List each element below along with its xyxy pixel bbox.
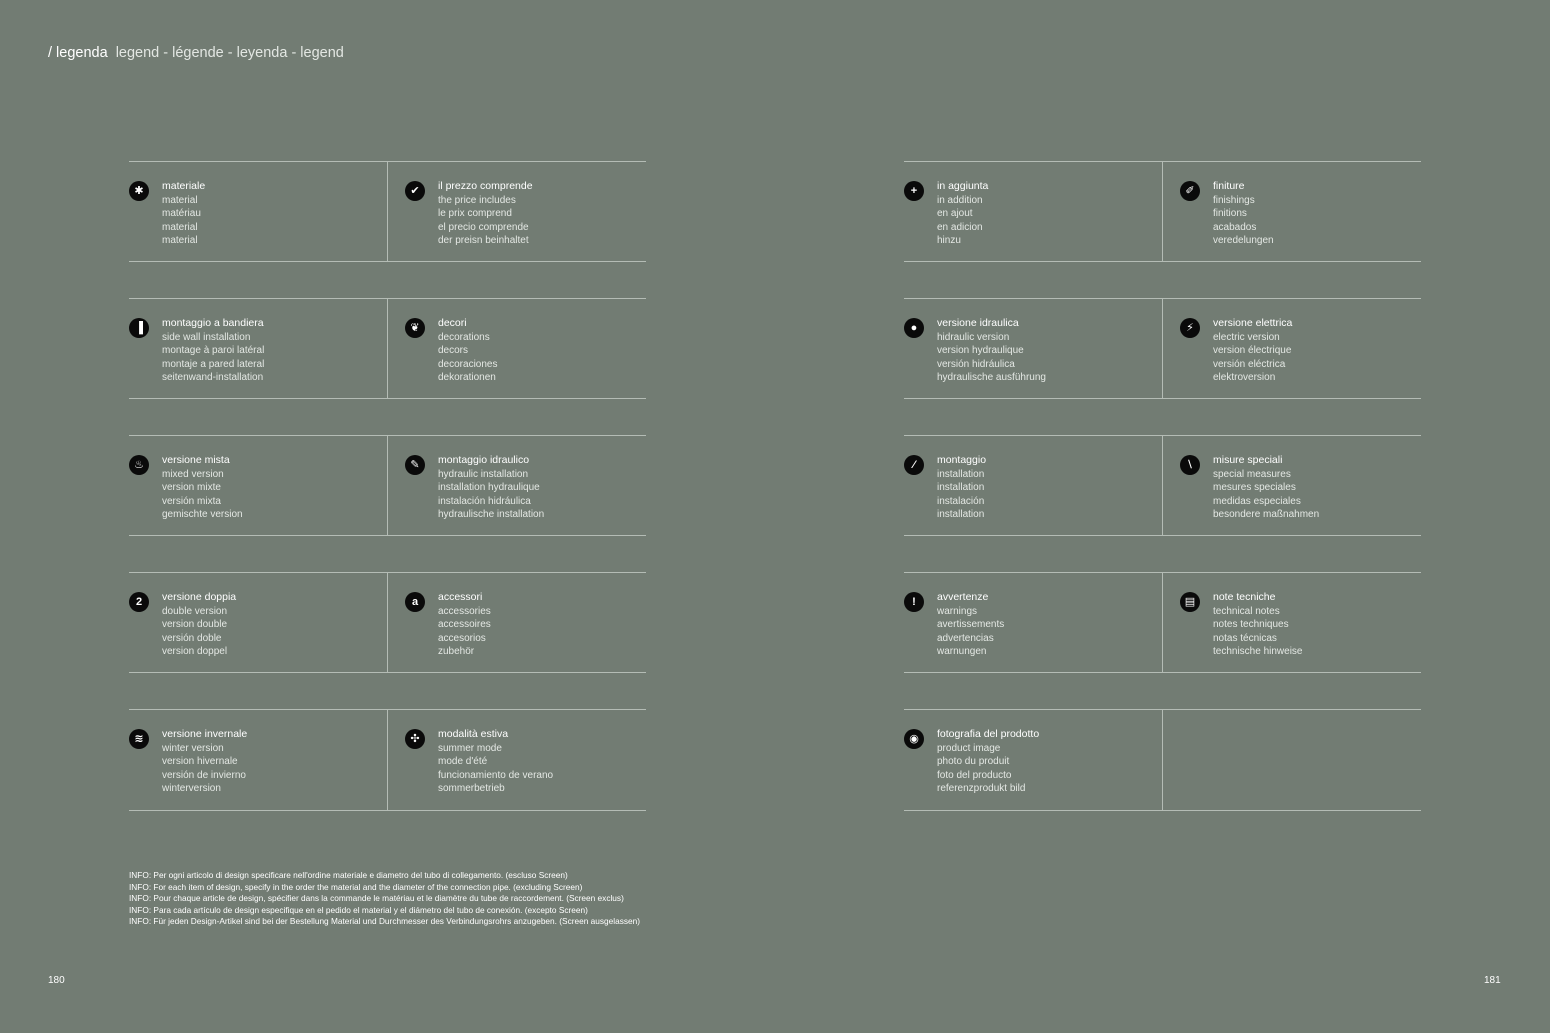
legend-translation: installation (937, 482, 985, 494)
legend-translation: versión hidráulica (937, 358, 1015, 370)
legend-translation: zubehör (438, 646, 475, 658)
legend-row (129, 161, 646, 262)
legend-text (438, 454, 544, 522)
legend-translation: winter version (162, 742, 224, 754)
double-icon: 2 (129, 592, 149, 612)
info-notes (129, 870, 640, 928)
legend-text (162, 454, 243, 522)
legend-translation: installation (937, 509, 985, 521)
info-line: INFO: Pour chaque article de design, spécifier dans la commande le matériau et le diamètre du tube de raccordement. (Screen exclus) (129, 893, 624, 903)
legend-translation: el precio comprende (438, 221, 529, 233)
legend-title: versione doppia (162, 591, 237, 603)
legend-text (438, 591, 491, 659)
legend-translation: finishings (1213, 194, 1255, 206)
legend-translation: the price includes (438, 194, 516, 206)
legend-title: decori (438, 317, 467, 329)
legend-translation: side wall installation (162, 331, 251, 343)
page-number-left: 180 (48, 975, 65, 986)
legend-row (904, 298, 1421, 399)
legend-translation: sommerbetrieb (438, 783, 505, 795)
legend-translation: elektroversion (1213, 372, 1276, 384)
legend-translation: photo du produit (937, 756, 1010, 768)
page-number-right: 181 (1484, 975, 1501, 986)
legend-translation: instalación (937, 495, 985, 507)
camera-icon: ◉ (904, 729, 924, 749)
legend-item (129, 299, 387, 398)
legend-translation: en adicion (937, 221, 983, 233)
legend-translation: funcionamiento de verano (438, 769, 554, 781)
legend-row (129, 709, 646, 811)
legend-title: versione elettrica (1213, 317, 1293, 329)
info-line: INFO: For each item of design, specify in the order the material and the diameter of the connection pipe. (excluding Screen) (129, 881, 583, 892)
legend-item (387, 162, 646, 261)
legend-translation: matériau (162, 208, 201, 220)
legend-translation: technical notes (1213, 605, 1280, 617)
legend-translation: version hydraulique (937, 345, 1024, 357)
decoration-icon: ❦ (405, 318, 425, 338)
legend-translation: warnungen (937, 646, 987, 658)
legend-text (162, 317, 264, 385)
legend-translation: hinzu (937, 235, 961, 247)
legend-text (438, 728, 553, 796)
legend-translation: notas técnicas (1213, 632, 1277, 644)
legend-title: versione idraulica (937, 317, 1019, 329)
legend-translation: electric version (1213, 331, 1280, 343)
legend-translation: installation (937, 468, 985, 480)
legend-title: fotografia del prodotto (937, 728, 1040, 740)
legend-title: modalità estiva (438, 728, 509, 740)
legend-translation: veredelungen (1213, 235, 1274, 247)
legend-translation: version mixte (162, 482, 221, 494)
legend-translation: version hivernale (162, 756, 238, 768)
legend-item (904, 710, 1162, 810)
legend-translation: instalación hidráulica (438, 495, 531, 507)
book-icon: ▤ (1180, 592, 1200, 612)
legend-translation: foto del producto (937, 769, 1012, 781)
legend-translation: versión eléctrica (1213, 358, 1286, 370)
legend-title: montaggio a bandiera (162, 317, 264, 329)
legend-panel-right (904, 161, 1421, 811)
legend-translation: winterversion (162, 783, 221, 795)
legend-translation: summer mode (438, 742, 502, 754)
legend-item (1162, 436, 1421, 535)
legend-translation: versión de invierno (162, 769, 246, 781)
legend-text (937, 591, 1004, 659)
legend-title: note tecniche (1213, 591, 1276, 603)
legend-text (1213, 591, 1303, 659)
legend-translation: seitenwand-installation (162, 372, 264, 384)
legend-item (387, 299, 646, 398)
legend-text (162, 728, 247, 796)
legend-text (438, 180, 533, 248)
legend-text (438, 317, 497, 385)
legend-translation: double version (162, 605, 228, 617)
legend-panel-left (129, 161, 646, 811)
legend-text (937, 317, 1046, 385)
legend-translation: montage à paroi latéral (162, 345, 265, 357)
legend-row (129, 435, 646, 536)
legend-translation: material (162, 235, 198, 247)
legend-translation: notes techniques (1213, 619, 1289, 631)
legend-translation: montaje a pared lateral (162, 358, 265, 370)
legend-translation: decoraciones (438, 358, 498, 370)
legend-translation: hidraulic version (937, 331, 1010, 343)
wall-mount-icon: ▐ (129, 318, 149, 338)
legend-translation: besondere maßnahmen (1213, 509, 1320, 521)
legend-row (904, 572, 1421, 673)
legend-text (1213, 180, 1274, 248)
legend-item (904, 573, 1162, 672)
legend-translation: warnings (937, 605, 978, 617)
legend-title: accessori (438, 591, 483, 603)
header-subtitle: legend - légende - leyenda - legend (115, 45, 344, 61)
plug-icon: ⚡ (1180, 318, 1200, 338)
legend-text (162, 591, 236, 659)
legend-translation: special measures (1213, 468, 1291, 480)
header-title: / legenda (48, 45, 108, 61)
legend-translation: hydraulische ausführung (937, 372, 1046, 384)
legend-translation: mesures speciales (1213, 482, 1296, 494)
legend-translation: decors (438, 345, 469, 357)
legend-item (387, 573, 646, 672)
winter-heat-icon: ≋ (129, 729, 149, 749)
legend-translation: decorations (438, 331, 490, 343)
legend-title: finiture (1213, 180, 1245, 192)
legend-translation: version double (162, 619, 228, 631)
legend-translation: hydraulische installation (438, 509, 545, 521)
legend-translation: advertencias (937, 632, 994, 644)
addition-icon: + (904, 181, 924, 201)
legend-translation: technische hinweise (1213, 646, 1303, 658)
legend-translation: mode d'été (438, 756, 488, 768)
legend-text (1213, 317, 1292, 385)
legend-translation: dekorationen (438, 372, 496, 384)
accessories-icon: a (405, 592, 425, 612)
brush-icon: ✐ (1180, 181, 1200, 201)
legend-translation: der preisn beinhaltet (438, 235, 529, 247)
legend-row (904, 161, 1421, 262)
legend-text (1213, 454, 1319, 522)
info-line: INFO: Para cada artículo de design especifique en el pedido el material y el diámetro del tubo de conexión. (excepto Screen) (129, 904, 588, 915)
legend-item (129, 436, 387, 535)
legend-translation: referenzprodukt bild (937, 783, 1026, 795)
legend-translation: hydraulic installation (438, 468, 529, 480)
legend-translation: product image (937, 742, 1001, 754)
legend-title: versione invernale (162, 728, 248, 740)
legend-translation: material (162, 194, 198, 206)
screwdriver-icon: ⁄ (904, 455, 924, 475)
legend-translation: avertissements (937, 619, 1005, 631)
legend-translation: accesorios (438, 632, 486, 644)
legend-translation: accessories (438, 605, 491, 617)
legend-item (129, 710, 387, 810)
legend-translation: acabados (1213, 221, 1257, 233)
legend-title: misure speciali (1213, 454, 1283, 466)
page-header (48, 45, 344, 61)
legend-translation: version doppel (162, 646, 228, 658)
legend-row (129, 298, 646, 399)
legend-translation: version électrique (1213, 345, 1292, 357)
legend-item (1162, 299, 1421, 398)
legend-title: in aggiunta (937, 180, 989, 192)
legend-title: versione mista (162, 454, 230, 466)
gear-icon: ✱ (129, 181, 149, 201)
legend-item (904, 436, 1162, 535)
legend-translation: in addition (937, 194, 983, 206)
legend-translation: gemischte version (162, 509, 243, 521)
fan-icon: ✣ (405, 729, 425, 749)
legend-translation: finitions (1213, 208, 1247, 220)
warning-icon: ! (904, 592, 924, 612)
legend-empty-cell (1162, 710, 1421, 810)
legend-translation: accessoires (438, 619, 491, 631)
legend-row (904, 709, 1421, 811)
legend-item (904, 162, 1162, 261)
legend-translation: le prix comprend (438, 208, 512, 220)
legend-title: avvertenze (937, 591, 989, 603)
legend-item (1162, 162, 1421, 261)
legend-row (129, 572, 646, 673)
legend-text (937, 180, 988, 248)
legend-translation: medidas especiales (1213, 495, 1301, 507)
legend-item (387, 436, 646, 535)
legend-translation: versión mixta (162, 495, 221, 507)
legend-text (937, 728, 1039, 796)
flame-drop-icon: ♨ (129, 455, 149, 475)
legend-item (129, 573, 387, 672)
checkmark-icon: ✔ (405, 181, 425, 201)
legend-translation: versión doble (162, 632, 222, 644)
legend-item (387, 710, 646, 810)
legend-item (1162, 573, 1421, 672)
legend-title: montaggio idraulico (438, 454, 530, 466)
legend-item (129, 162, 387, 261)
water-drop-icon: ● (904, 318, 924, 338)
legend-text (937, 454, 986, 522)
info-line: INFO: Per ogni articolo di design specificare nell'ordine materiale e diametro del tubo di collegamento. (escluso Screen) (129, 870, 568, 880)
legend-title: il prezzo comprende (438, 180, 533, 192)
legend-title: montaggio (937, 454, 987, 466)
legend-item (904, 299, 1162, 398)
legend-title: materiale (162, 180, 206, 192)
ruler-icon: ⧵ (1180, 455, 1200, 475)
legend-text (162, 180, 205, 248)
legend-translation: installation hydraulique (438, 482, 540, 494)
legend-translation: mixed version (162, 468, 224, 480)
legend-row (904, 435, 1421, 536)
legend-translation: en ajout (937, 208, 973, 220)
wrench-icon: ✎ (405, 455, 425, 475)
legend-translation: material (162, 221, 198, 233)
info-line: INFO: Für jeden Design-Artikel sind bei der Bestellung Material und Durchmesser des Verbindungsrohrs anzugeben. (Screen ausgelassen) (129, 916, 640, 926)
